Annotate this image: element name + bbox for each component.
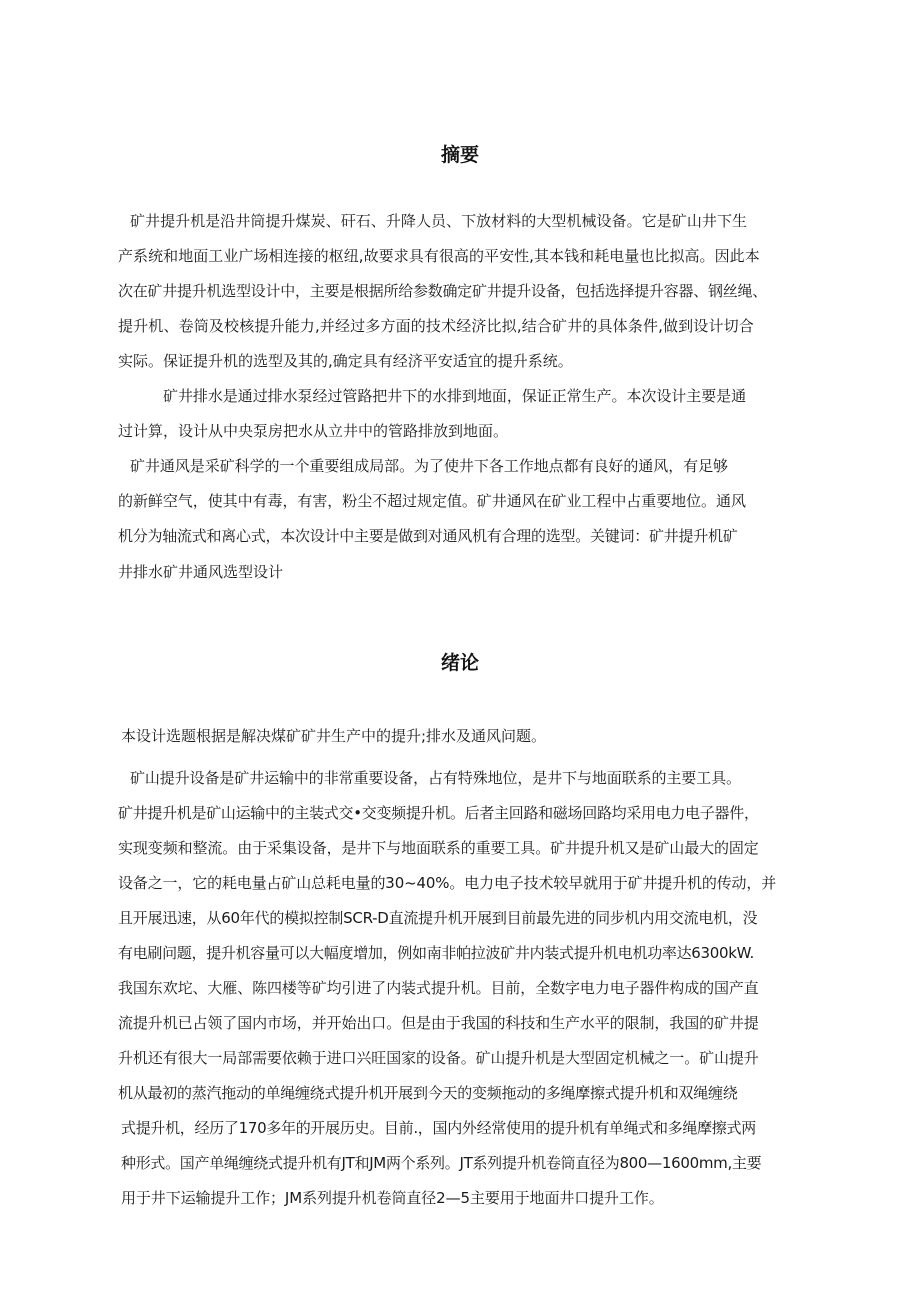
abstract-title: 摘要 [440,144,479,166]
abstract-line-11: 井排水矿井通风选型设计 [118,563,284,581]
abstract-line-5: 实际。保证提升机的选型及其的,确定具有经济平安适宜的提升系统。 [118,352,573,370]
abstract-line-10: 机分为轴流式和离心式，本次设计中主要是做到对通风机有合理的选型。关键词：矿井提升机矿 [118,527,738,545]
intro-line-9: 流提升机已占领了国内市场，并开始出口。但是由于我国的科技和生产水平的限制，我国的矿井提 [118,1014,759,1032]
intro-line-13: 种形式。国产单绳缠绕式提升机有JT和JM两个系列。JT系列提升机卷筒直径为800—1600mm,主要 [121,1154,762,1172]
intro-line-3: 矿井提升机是矿山运输中的主装式交•交变频提升机。后者主回路和磁场回路均采用电力电子器件， [118,804,759,822]
abstract-line-7: 过计算，设计从中央泵房把水从立井中的管路排放到地面。 [118,422,509,440]
intro-line-14: 用于井下运输提升工作；JM系列提升机卷筒直径2—5主要用于地面井口提升工作。 [121,1189,664,1207]
introduction-title: 绪论 [440,652,479,674]
intro-line-10: 升机还有很大一局部需要依赖于进口兴旺国家的设备。矿山提升机是大型固定机械之一。矿山提升 [118,1049,759,1067]
abstract-line-1: 矿井提升机是沿井筒提升煤炭、矸石、升降人员、下放材料的大型机械设备。它是矿山井下生 [130,212,748,230]
intro-line-7: 有电刷问题，提升机容量可以大幅度增加，例如南非帕拉波矿井内装式提升机电机功率达6300kW. [118,944,754,962]
intro-line-2: 矿山提升设备是矿井运输中的非常重要设备，占有特殊地位，是井下与地面联系的主要工具。 [130,769,741,787]
abstract-line-3: 次在矿井提升机选型设计中，主要是根据所给参数确定矿井提升设备，包括选择提升容器、钢丝绳、 [118,282,768,300]
intro-line-6: 且开展迅速，从60年代的模拟控制SCR-D直流提升机开展到目前最先进的同步机内用交流电机，没 [118,909,758,927]
abstract-line-6: 矿井排水是通过排水泵经过管路把井下的水排到地面，保证正常生产。本次设计主要是通 [163,387,747,405]
abstract-line-2: 产系统和地面工业广场相连接的枢纽,故要求具有很高的平安性,其本钱和耗电量也比拟高。因此本 [118,247,760,265]
intro-line-11: 机从最初的蒸汽拖动的单绳缠绕式提升机开展到今天的变频拖动的多绳摩擦式提升机和双绳缠绕 [118,1084,738,1102]
abstract-line-4: 提升机、卷筒及校核提升能力,并经过多方面的技术经济比拟,结合矿井的具体条件,做到设计切合 [118,317,754,335]
intro-line-4: 实现变频和整流。由于采集设备，是井下与地面联系的重要工具。矿井提升机又是矿山最大的固定 [118,839,759,857]
intro-line-1: 本设计选题根据是解决煤矿矿井生产中的提升;排水及通风问题。 [121,727,547,745]
abstract-line-8: 矿井通风是采矿科学的一个重要组成局部。为了使井下各工作地点都有良好的通风，有足够 [130,457,729,475]
intro-line-8: 我国东欢坨、大雁、陈四楼等矿均引进了内装式提升机。目前，全数字电力电子器件构成的国产直 [118,979,759,997]
intro-line-5: 设备之一，它的耗电量占矿山总耗电量的30~40%。电力电子技术较早就用于矿井提升机的传动，并 [118,874,777,892]
abstract-line-9: 的新鲜空气，使其中有毒，有害，粉尘不超过规定值。矿井通风在矿业工程中占重要地位。通风 [118,492,746,510]
intro-line-12: 式提升机，经历了170多年的开展历史。目前.，国内外经常使用的提升机有单绳式和多绳摩擦式两 [121,1119,756,1137]
